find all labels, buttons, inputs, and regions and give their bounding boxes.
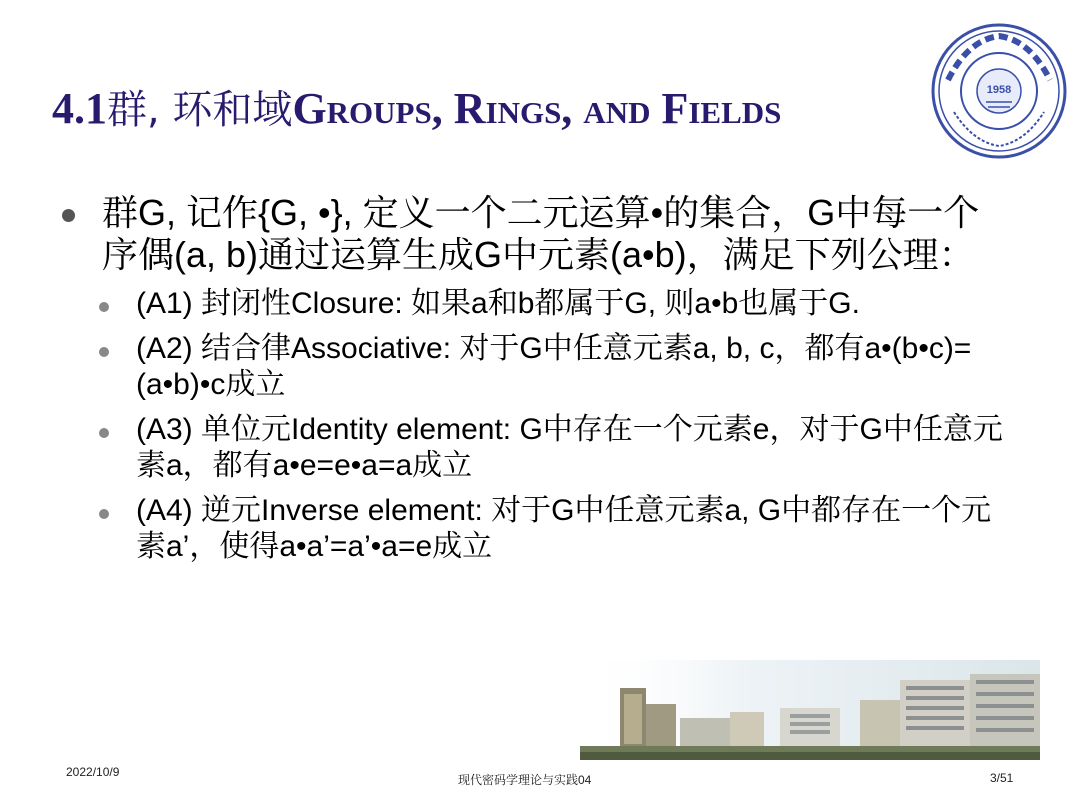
sub-bullet-dot-icon	[99, 302, 109, 312]
axiom-item	[99, 286, 1042, 322]
sub-bullet-dot-icon	[99, 428, 109, 438]
main-bullet-text: 群G, 记作{G, •}, 定义一个二元运算•的集合，G中每一个序偶(a, b)通过运算生成G中元素(a•b)，满足下列公理：	[102, 192, 980, 275]
axiom-item	[99, 331, 1042, 403]
sub-bullet-dot-icon	[99, 347, 109, 357]
footer-course: 现代密码学理论与实践04	[458, 773, 592, 787]
axiom-text: (A1) 封闭性Closure: 如果a和b都属于G, 则a•b也属于G.	[136, 287, 860, 320]
title-chinese: 群, 环和域	[107, 87, 293, 133]
main-bullet	[62, 192, 1042, 276]
title-english: Groups, Rings, and Fields	[292, 84, 782, 133]
axiom-item	[99, 493, 1042, 565]
axiom-text: (A2) 结合律Associative: 对于G中任意元素a, b, c，都有a•(b•c)=(a•b)•c成立	[136, 332, 972, 401]
axiom-text: (A4) 逆元Inverse element: 对于G中任意元素a, G中都存在一个元素a’，使得a•a’=a’•a=e成立	[136, 494, 992, 563]
footer-date: 2022/10/9	[66, 765, 120, 779]
slide-content	[62, 192, 1042, 574]
axiom-item	[99, 412, 1042, 484]
axiom-list	[99, 286, 1042, 565]
logo-year: 1958	[986, 84, 1012, 96]
axiom-text: (A3) 单位元Identity element: G中存在一个元素e，对于G中任意元素a，都有a•e=e•a=a成立	[136, 413, 1003, 482]
university-seal-icon	[928, 20, 1070, 162]
sub-bullet-dot-icon	[99, 509, 109, 519]
title-number: 4.1	[52, 84, 107, 133]
campus-buildings-image	[580, 660, 1040, 760]
bullet-dot-icon	[62, 209, 75, 222]
footer-page-number: 3/51	[990, 771, 1014, 785]
slide-title	[52, 78, 781, 135]
